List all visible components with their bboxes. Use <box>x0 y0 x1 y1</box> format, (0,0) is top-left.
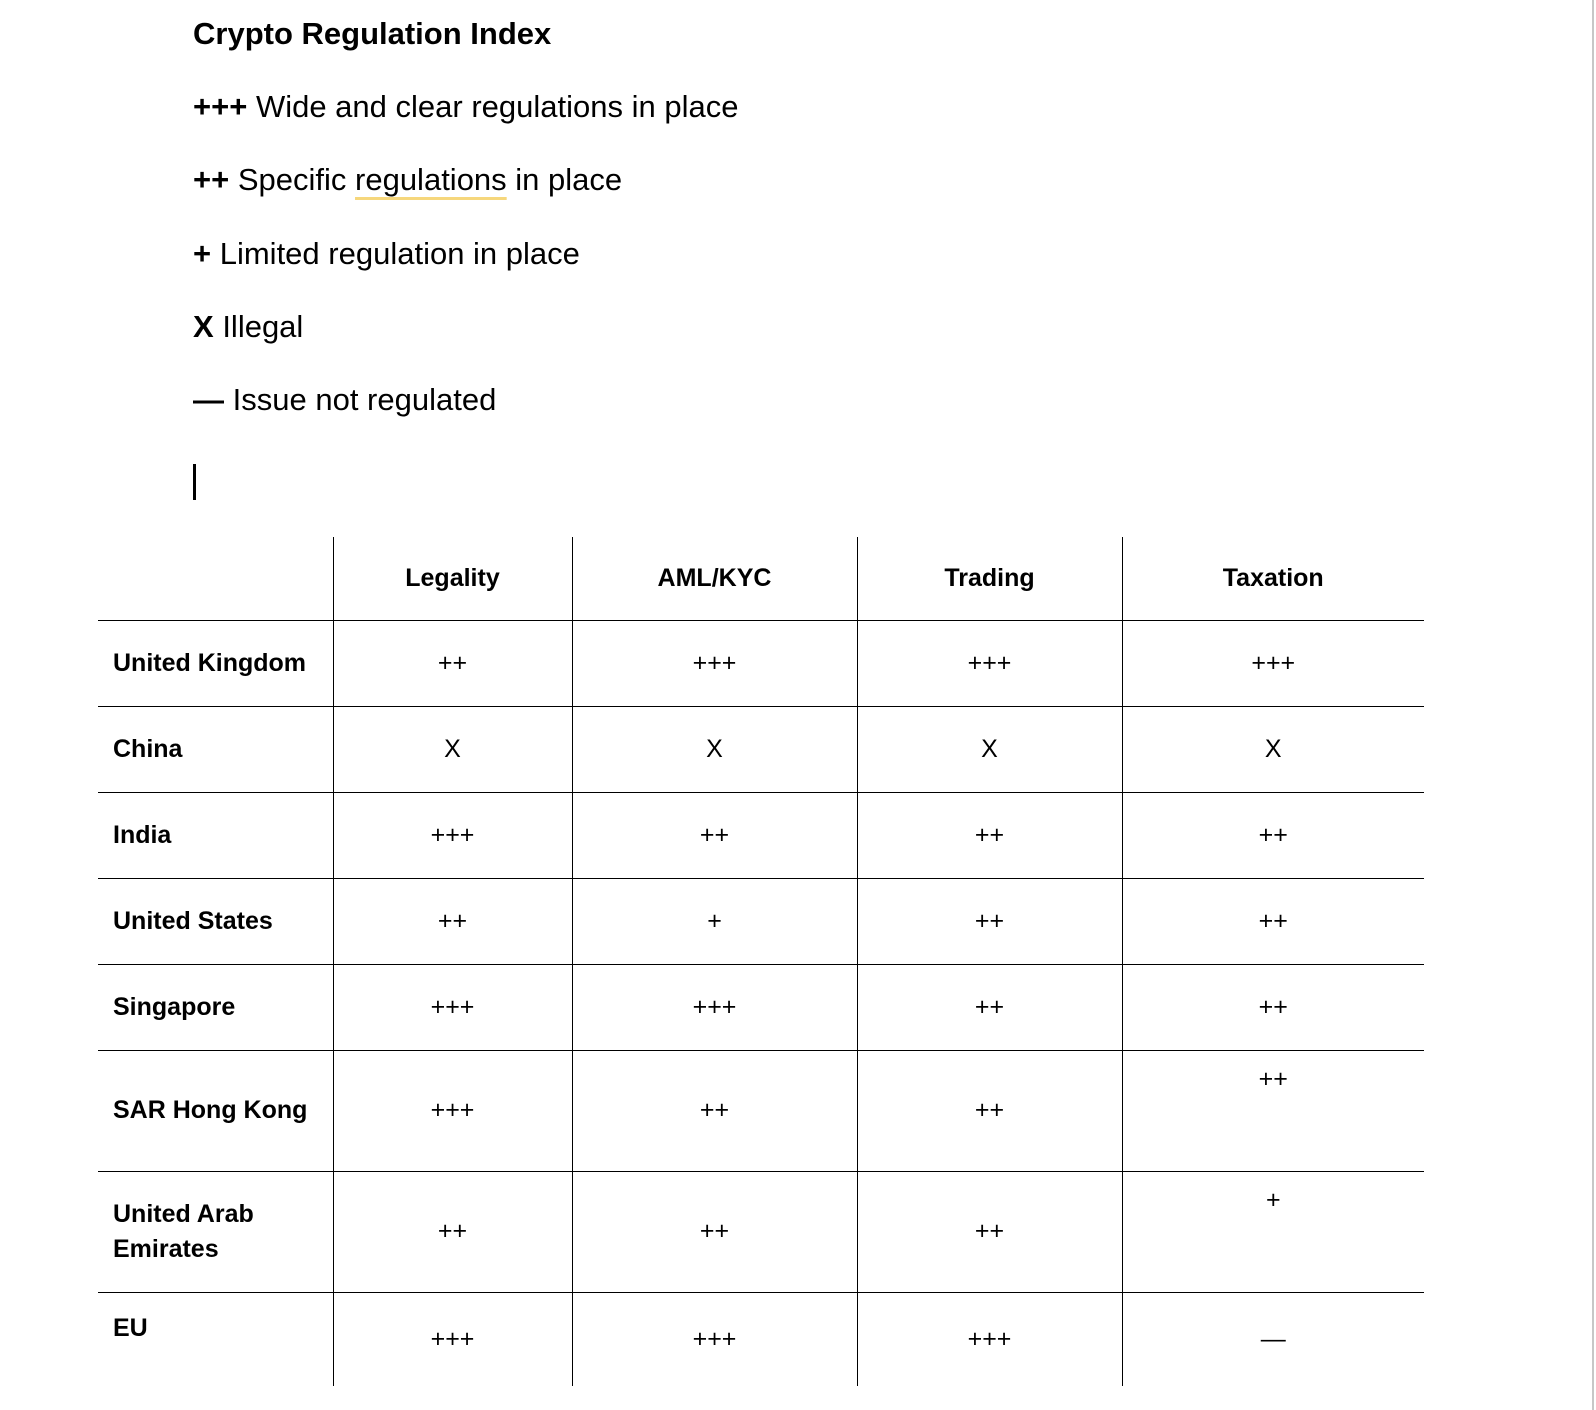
legend-text: Issue not regulated <box>232 382 497 417</box>
legality-cell[interactable]: +++ <box>333 1050 572 1171</box>
legend-symbol: — <box>193 382 224 417</box>
legend-symbol: + <box>193 236 212 271</box>
taxation-cell[interactable]: + <box>1122 1171 1424 1292</box>
taxation-cell[interactable]: ++ <box>1122 964 1424 1050</box>
legality-cell[interactable]: +++ <box>333 1292 572 1386</box>
legend-item-limited <box>193 234 580 274</box>
trading-cell[interactable]: ++ <box>857 964 1122 1050</box>
table-row <box>98 1050 1424 1171</box>
trading-cell[interactable]: ++ <box>857 1171 1122 1292</box>
table-row <box>98 706 1424 792</box>
aml-kyc-cell[interactable]: + <box>572 878 857 964</box>
aml-kyc-cell[interactable]: X <box>572 706 857 792</box>
legend-text: Wide and clear regulations in place <box>255 89 739 124</box>
country-cell[interactable]: China <box>98 706 333 792</box>
aml-kyc-cell[interactable]: ++ <box>572 792 857 878</box>
legend-text: in place <box>515 162 623 197</box>
regulation-table <box>98 537 1424 1386</box>
legality-cell[interactable]: +++ <box>333 792 572 878</box>
country-cell[interactable]: Singapore <box>98 964 333 1050</box>
table-header-row <box>98 537 1424 620</box>
trading-cell[interactable]: +++ <box>857 1292 1122 1386</box>
legality-cell[interactable]: X <box>333 706 572 792</box>
document-title: Crypto Regulation Index <box>193 16 552 51</box>
legend-item-wide-clear <box>193 87 738 127</box>
legend-item-illegal <box>193 307 303 347</box>
legend-symbol: +++ <box>193 89 248 124</box>
aml-kyc-cell[interactable]: +++ <box>572 620 857 706</box>
legend-symbol: ++ <box>193 162 230 197</box>
header-taxation[interactable]: Taxation <box>1122 537 1424 620</box>
legend-text: Limited regulation in place <box>219 236 580 271</box>
aml-kyc-cell[interactable]: ++ <box>572 1171 857 1292</box>
taxation-cell[interactable]: ++ <box>1122 878 1424 964</box>
country-cell[interactable]: United Kingdom <box>98 620 333 706</box>
legend-text: Specific <box>237 162 347 197</box>
page-edge <box>1592 0 1594 1410</box>
table-row <box>98 1292 1424 1386</box>
aml-kyc-cell[interactable]: ++ <box>572 1050 857 1171</box>
legend-item-not-regulated <box>193 380 496 420</box>
trading-cell[interactable]: +++ <box>857 620 1122 706</box>
legend-item-specific <box>193 160 622 200</box>
country-cell[interactable]: United States <box>98 878 333 964</box>
table-row <box>98 1171 1424 1292</box>
trading-cell[interactable]: ++ <box>857 1050 1122 1171</box>
country-cell[interactable]: SAR Hong Kong <box>98 1050 333 1171</box>
header-country[interactable] <box>98 537 333 620</box>
spellcheck-underlined-word[interactable]: regulations <box>355 162 507 197</box>
taxation-cell[interactable]: ++ <box>1122 792 1424 878</box>
taxation-cell[interactable]: X <box>1122 706 1424 792</box>
table-row <box>98 964 1424 1050</box>
header-legality[interactable]: Legality <box>333 537 572 620</box>
legality-cell[interactable]: ++ <box>333 1171 572 1292</box>
legend-symbol: X <box>193 309 214 344</box>
header-trading[interactable]: Trading <box>857 537 1122 620</box>
legality-cell[interactable]: +++ <box>333 964 572 1050</box>
country-cell[interactable]: EU <box>98 1292 333 1386</box>
header-aml-kyc[interactable]: AML/KYC <box>572 537 857 620</box>
taxation-cell[interactable]: +++ <box>1122 620 1424 706</box>
aml-kyc-cell[interactable]: +++ <box>572 1292 857 1386</box>
table-row <box>98 792 1424 878</box>
taxation-cell[interactable]: — <box>1122 1292 1424 1386</box>
taxation-cell[interactable]: ++ <box>1122 1050 1424 1171</box>
legend-text: Illegal <box>222 309 304 344</box>
trading-cell[interactable]: X <box>857 706 1122 792</box>
country-cell[interactable]: United Arab Emirates <box>98 1171 333 1292</box>
aml-kyc-cell[interactable]: +++ <box>572 964 857 1050</box>
legality-cell[interactable]: ++ <box>333 620 572 706</box>
table-row <box>98 620 1424 706</box>
table-row <box>98 878 1424 964</box>
trading-cell[interactable]: ++ <box>857 792 1122 878</box>
country-cell[interactable]: India <box>98 792 333 878</box>
legality-cell[interactable]: ++ <box>333 878 572 964</box>
trading-cell[interactable]: ++ <box>857 878 1122 964</box>
text-cursor <box>193 464 196 500</box>
